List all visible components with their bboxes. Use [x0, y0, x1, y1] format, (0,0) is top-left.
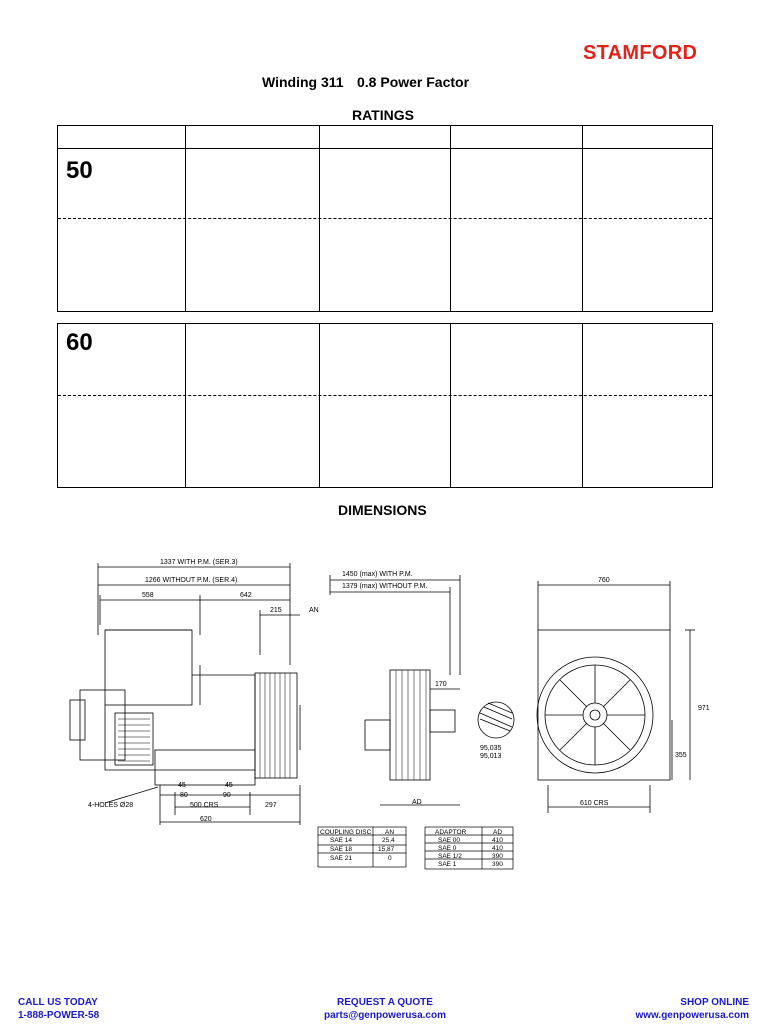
adaptor-header-2: AD: [493, 829, 503, 836]
adaptor-cell: 410: [492, 845, 503, 852]
dim-45b: 45: [225, 782, 233, 789]
adaptor-cell: 410: [492, 837, 503, 844]
dim-90: 90: [223, 792, 231, 799]
dim-holes: 4-HOLES Ø28: [88, 802, 134, 809]
freq-label-60: 60: [66, 329, 93, 356]
adaptor-cell: SAE 00: [438, 837, 461, 844]
dim-1450: 1450 (max) WITH P.M.: [342, 571, 413, 578]
footer-call: [18, 996, 99, 1022]
coupling-cell: SAE 18: [330, 846, 353, 853]
coupling-header-1: COUPLING DISC: [320, 829, 372, 836]
coupling-disc-table: [318, 827, 406, 867]
ratings-table-60: [57, 323, 713, 488]
dim-610: 610 CRS: [580, 800, 609, 807]
stamford-logo: STAMFORD: [583, 42, 698, 64]
dim-355: 355: [675, 752, 687, 759]
coupling-header-2: AN: [385, 829, 395, 836]
dim-ad: AD: [412, 799, 422, 806]
dim-1337: 1337 WITH P.M. (SER.3): [160, 559, 238, 566]
dim-642: 642: [240, 592, 252, 599]
dimension-drawing: [60, 545, 710, 875]
dimensions-title: DIMENSIONS: [338, 502, 427, 518]
adaptor-cell: SAE 1/2: [438, 853, 462, 860]
dim-215: 215: [270, 607, 282, 614]
footer-shop: [635, 996, 749, 1022]
footer-phone-link[interactable]: 1-888-POWER-58: [18, 1010, 100, 1021]
adaptor-cell: SAE 0: [438, 845, 457, 852]
coupling-cell: 0: [388, 855, 392, 862]
power-factor-title: 0.8 Power Factor: [357, 74, 470, 90]
coupling-cell: SAE 21: [330, 855, 353, 862]
winding-title: Winding 311: [262, 74, 344, 90]
dim-45a: 45: [178, 782, 186, 789]
footer-website-link[interactable]: www.genpowerusa.com: [635, 1010, 749, 1021]
footer-quote: [318, 996, 452, 1022]
dim-1266: 1266 WITHOUT P.M. (SER.4): [145, 577, 238, 584]
footer-call-label: CALL US TODAY: [18, 997, 98, 1008]
footer-email-link[interactable]: parts@genpowerusa.com: [323, 1010, 446, 1021]
dim-558: 558: [142, 592, 154, 599]
ratings-table-50: [57, 125, 713, 312]
dim-760: 760: [598, 577, 610, 584]
dim-620: 620: [200, 816, 212, 823]
adaptor-cell: 390: [492, 861, 503, 868]
dim-500: 500 CRS: [190, 802, 219, 809]
ratings-title: RATINGS: [352, 107, 414, 123]
dim-80: 80: [180, 792, 188, 799]
dim-1379: 1379 (max) WITHOUT P.M.: [342, 583, 428, 590]
dim-an: AN: [309, 607, 319, 614]
shaft-dim-2: 95,013: [480, 753, 502, 760]
coupling-cell: 25,4: [382, 837, 395, 844]
adaptor-table: [425, 827, 513, 869]
dim-297: 297: [265, 802, 277, 809]
footer-shop-label: SHOP ONLINE: [680, 997, 749, 1008]
dim-170: 170: [435, 681, 447, 688]
footer-quote-label: REQUEST A QUOTE: [337, 997, 433, 1008]
adaptor-cell: SAE 1: [438, 861, 457, 868]
adaptor-cell: 390: [492, 853, 503, 860]
shaft-dim-1: 95,035: [480, 745, 502, 752]
adaptor-header-1: ADAPTOR: [435, 829, 467, 836]
freq-label-50: 50: [66, 157, 93, 184]
coupling-cell: SAE 14: [330, 837, 353, 844]
dim-971: 971: [698, 705, 710, 712]
coupling-cell: 15,87: [378, 846, 395, 853]
